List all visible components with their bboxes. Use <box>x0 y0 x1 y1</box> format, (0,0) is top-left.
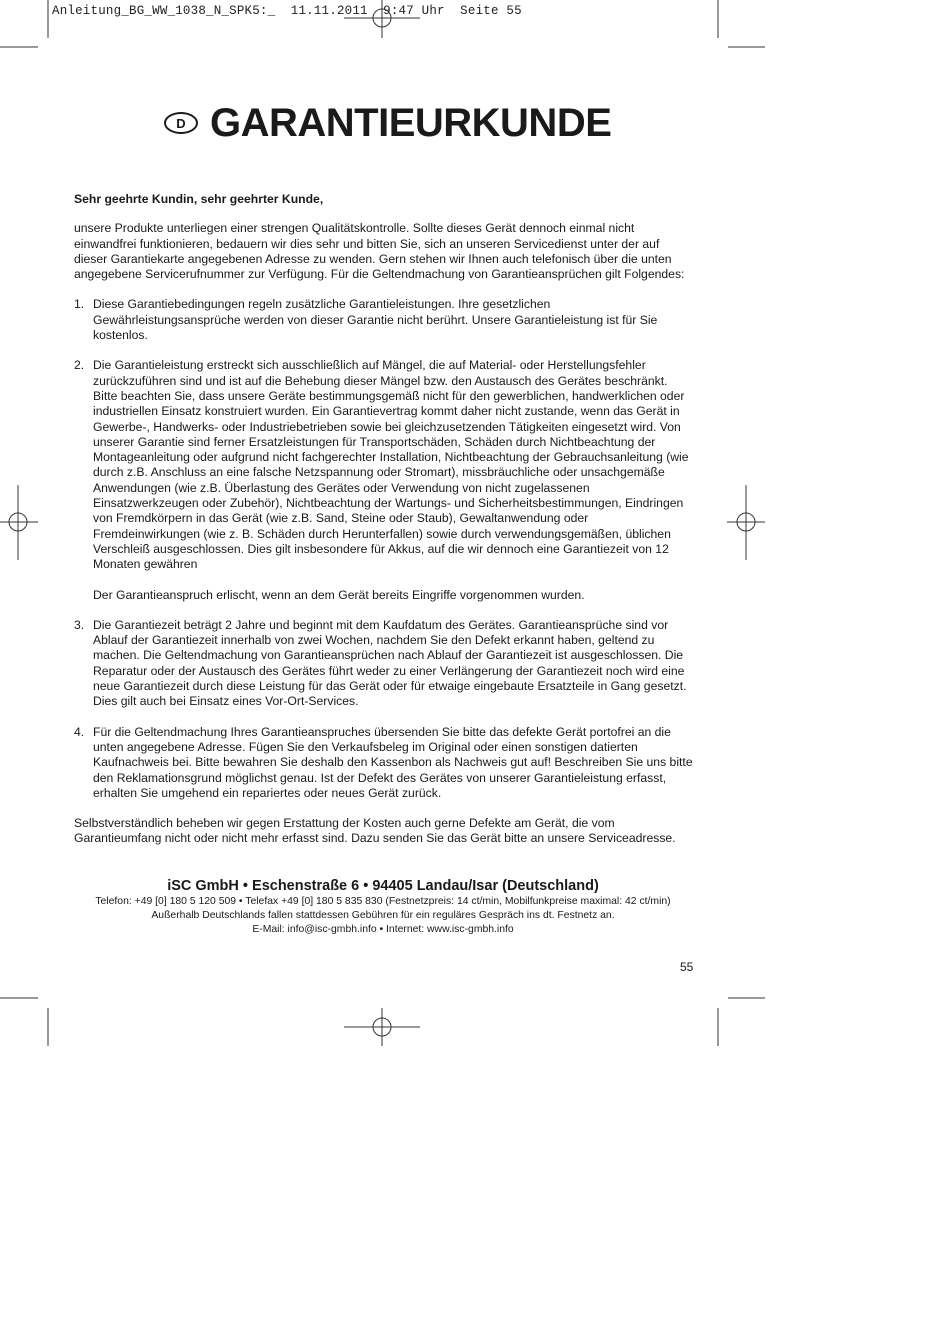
list-item-text: Diese Garantiebedingungen regeln zusätzliche Garantieleistungen. Ihre gesetzlichen Gewährleistungsansprüche werden von dieser Garantie nicht berührt. Unsere Garantieleistung ist für Sie kostenlos. <box>93 297 658 343</box>
intro-paragraph: unsere Produkte unterliegen einer strengen Qualitätskontrolle. Sollte dieses Gerät dennoch einmal nicht einwandfrei funktionieren, bedauern wir dies sehr und bitten Sie, sich an unseren Servicedienst unter der auf dieser Garantiekarte angegebenen Adresse zu wenden. Gern stehen wir Ihnen auch telefonisch über die unten angegebene Servicerufnummer zur Verfügung. Für die Geltendmachung von Garantieansprüchen gilt Folgendes: <box>74 221 685 282</box>
title-row <box>164 100 611 146</box>
list-item-text: Für die Geltendmachung Ihres Garantieanspruches übersenden Sie bitte das defekte Gerät portofrei an die unten angegebene Adresse. Fügen Sie den Verkaufsbeleg im Original oder einen sonstigen datierten Kaufnachweis bei. Bitte bewahren Sie deshalb den Kassenbon als Nachweis gut auf! Beschreiben Sie uns bitte den Reklamationsgrund möglichst genau. Ist der Defekt des Gerätes von unserer Garantieleistung erfasst, erhalten Sie umgehend ein repariertes oder neues Gerät zurück. <box>93 724 693 800</box>
print-slug-line: Anleitung_BG_WW_1038_N_SPK5:_ 11.11.2011 9:47 Uhr Seite 55 <box>52 4 522 18</box>
warranty-conditions-list <box>74 297 694 801</box>
greeting: Sehr geehrte Kundin, sehr geehrter Kunde, <box>74 192 324 206</box>
list-item <box>74 725 694 801</box>
country-code-badge: D <box>164 112 198 134</box>
list-item <box>74 618 694 710</box>
list-item <box>74 297 694 343</box>
company-address-block <box>74 877 692 937</box>
warranty-text <box>74 192 694 862</box>
list-item-number: 4. <box>74 724 85 739</box>
list-item-text: Die Garantieleistung erstreckt sich ausschließlich auf Mängel, die auf Material- oder Herstellungsfehler zurückzuführen sind und ist auf die Behebung dieser Mängel bzw. den Austausch des Gerätes beschränkt. Bitte beachten Sie, dass unsere Geräte bestimmungsgemäß nicht für den gewerblichen, handwerklichen oder industriellen Einsatz konstruiert wurden. Ein Garantievertrag kommt daher nicht zustande, wenn das Gerät in Gewerbe-, Handwerks- oder Industriebetrieben sowie bei gleichzusetzenden Tätigkeiten eingesetzt wird. Von unserer Garantie sind ferner Ersatzleistungen für Transportschäden, Schäden durch Nichtbeachtung der Montageanleitung oder aufgrund nicht fachgerechter Installation, Nichtbeachtung der Gebrauchsanleitung (wie durch z.B. Anschluss an eine falsche Netzspannung oder Stromart), missbräuchliche oder unsachgemäße Anwendungen (wie z.B. Überlastung des Gerätes oder Verwendung von nicht zugelassenen Einsatzwerkzeugen oder Zubehör), Nichtbeachtung der Wartungs- und Sicherheitsbestimmungen, Eindringen von Fremdkörpern in das Gerät (wie z.B. Sand, Steine oder Staub), Gewaltanwendung oder Fremdeinwirkungen (wie z. B. Schäden durch Herunterfallen) sowie durch verwendungsgemäßen, üblichen Verschleiß ausgeschlossen. Dies gilt insbesondere für Akkus, auf die wir dennoch eine Garantiezeit von 12 Monaten gewähren <box>93 358 689 572</box>
list-item-number: 1. <box>74 297 85 312</box>
list-item-number: 3. <box>74 617 85 632</box>
list-item-text: Der Garantieanspruch erlischt, wenn an dem Gerät bereits Eingriffe vorgenommen wurden. <box>93 587 585 602</box>
closing-paragraph: Selbstverständlich beheben wir gegen Erstattung der Kosten auch gerne Defekte am Gerät, die vom Garantieumfang nicht oder nicht mehr erfasst sind. Dazu senden Sie das Gerät bitte an unsere Serviceadresse. <box>74 816 676 846</box>
company-name: iSC GmbH • Eschenstraße 6 • 94405 Landau/Isar (Deutschland) <box>167 878 599 894</box>
company-phone-line: Telefon: +49 [0] 180 5 120 509 • Telefax +49 [0] 180 5 835 830 (Festnetzpreis: 14 ct/min, Mobilfunkpreise maximal: 42 ct/min) <box>95 896 671 907</box>
company-contact-line: E-Mail: info@isc-gmbh.info • Internet: www.isc-gmbh.info <box>252 924 514 935</box>
list-item-text: Die Garantiezeit beträgt 2 Jahre und beginnt mit dem Kaufdatum des Gerätes. Garantieansprüche sind vor Ablauf der Garantiezeit innerhalb von zwei Wochen, nachdem Sie den Defekt erkannt haben, geltend zu machen. Die Geltendmachung von Garantieansprüchen nach Ablauf der Garantiezeit ist ausgeschlossen. Die Reparatur oder der Austausch des Gerätes führt weder zu einer Verlängerung der Garantiezeit noch wird eine neue Garantiezeit durch diese Leistung für das Gerät oder für etwaige eingebaute Ersatzteile in Gang gesetzt. Dies gilt auch bei Einsatz eines Vor-Ort-Services. <box>93 617 687 709</box>
list-item <box>74 358 694 602</box>
company-abroad-line: Außerhalb Deutschlands fallen stattdessen Gebühren für ein reguläres Gespräch ins dt. Festnetz an. <box>151 910 615 921</box>
list-item-number: 2. <box>74 358 85 373</box>
page-number: 55 <box>680 960 694 974</box>
page-title: GARANTIEURKUNDE <box>210 101 612 145</box>
